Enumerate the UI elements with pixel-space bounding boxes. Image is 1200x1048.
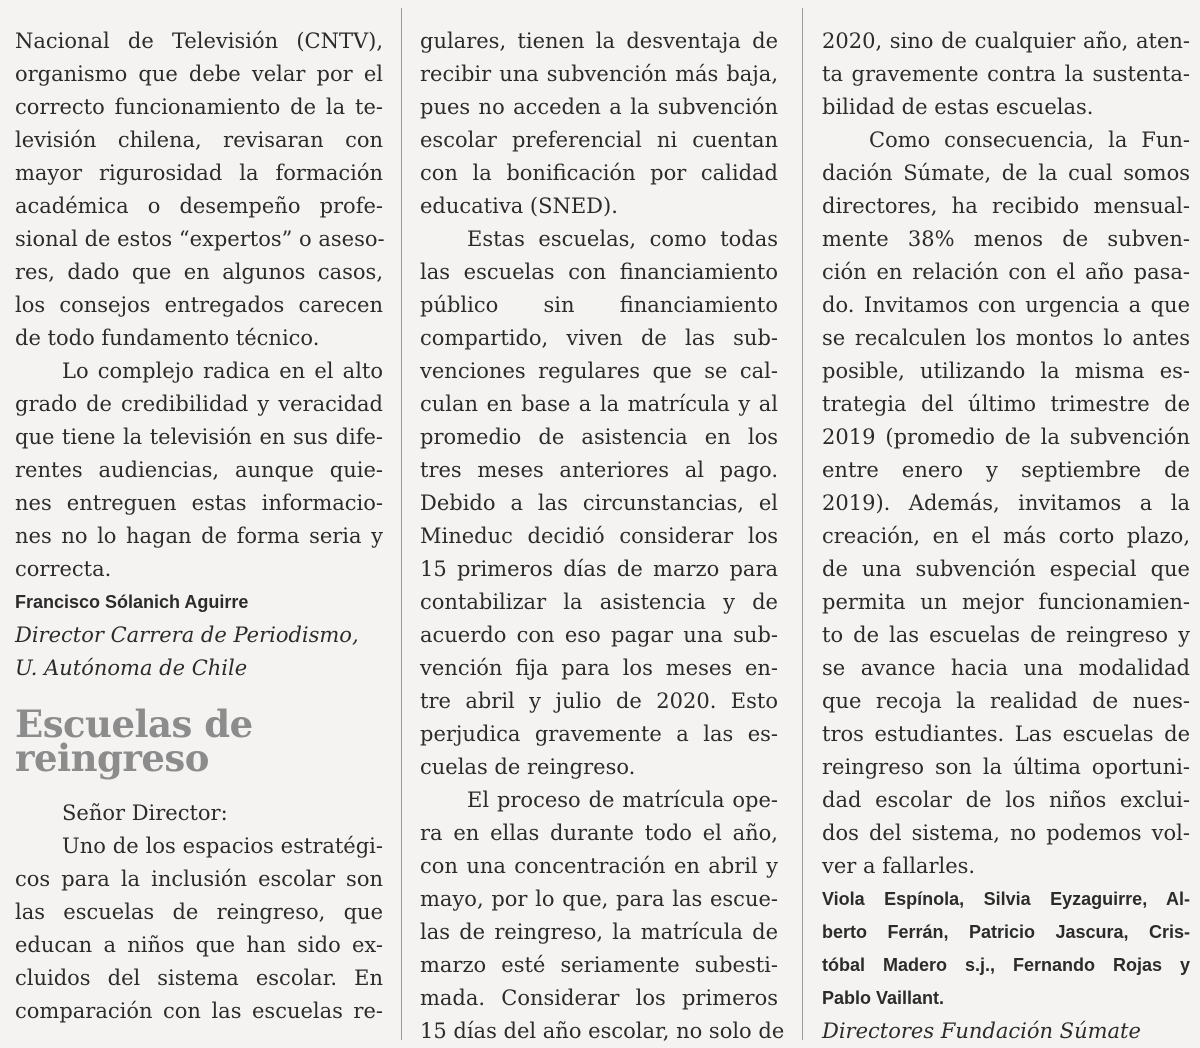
text-line: las escuelas con financiamiento (420, 260, 778, 284)
text-line: Debido a las circunstancias, el (420, 491, 778, 515)
text-line: de una subvención especial que (822, 557, 1190, 581)
text-line: El proceso de matrícula ope- (467, 788, 778, 812)
text-line: cos para la inclusión escolar son (15, 867, 383, 891)
text-line: se recalculen los montos lo antes (822, 326, 1190, 350)
text-line: acuerdo con eso pagar una sub- (420, 623, 778, 647)
text-line: trategia del último trimestre de (822, 392, 1190, 416)
text-line: cuelas de reingreso. (420, 755, 636, 779)
text-line: educan a niños que han sido ex- (15, 933, 383, 957)
text-line: con una concentración en abril y (420, 854, 778, 878)
text-line: venciones regulares que se cal- (420, 359, 778, 383)
text-line: grado de credibilidad y veracidad (15, 392, 383, 416)
text-line: Señor Director: (62, 801, 228, 825)
text-line: mente 38% menos de subven- (822, 227, 1190, 251)
text-line: to de las escuelas de reingreso y (822, 623, 1190, 647)
text-line: do. Invitamos con urgencia a que (822, 293, 1190, 317)
text-line: 2020, sino de cualquier año, aten- (822, 29, 1190, 53)
text-line: perjudica gravemente a las es- (420, 722, 778, 746)
text-line: con la bonificación por calidad (420, 161, 778, 185)
text-line: tros estudiantes. Las escuelas de (822, 722, 1190, 746)
text-line: nes entreguen estas informacio- (15, 491, 383, 515)
text-line: ta gravemente contra la sustenta- (822, 62, 1190, 86)
signature-line: berto Ferrán, Patricio Jascura, Cris- (822, 922, 1190, 942)
text-line: creación, en el más corto plazo, (822, 524, 1190, 548)
text-line: promedio de asistencia en los (420, 425, 778, 449)
text-line: mayo, por lo que, para las escue- (420, 887, 778, 911)
text-line: mada. Considerar los primeros (420, 986, 778, 1010)
signature-line: tóbal Madero s.j., Fernando Rojas y (822, 955, 1190, 975)
text-line: de todo fundamento técnico. (15, 326, 320, 350)
text-line: permita un mejor funcionamien- (822, 590, 1190, 614)
signature-line: Francisco Sólanich Aguirre (15, 592, 249, 612)
text-line: ra en ellas durante todo el año, (420, 821, 778, 845)
text-line: cluidos del sistema escolar. En (15, 966, 383, 990)
section-headline (15, 702, 395, 780)
text-line: nes no lo hagan de forma seria y (15, 524, 383, 548)
text-line: 2019 (promedio de la subvención (822, 425, 1190, 449)
text-line: académica o desempeño profe- (15, 194, 383, 218)
text-line: público sin financiamiento (420, 293, 778, 317)
text-line: 15 días del año escolar, no solo de (420, 1019, 785, 1043)
text-line: ver a fallarles. (822, 854, 976, 878)
text-line: ción en relación con el año pasa- (822, 260, 1190, 284)
text-line: sional de estos “expertos” o aseso- (15, 227, 385, 251)
signature-line: Pablo Vaillant. (822, 988, 945, 1008)
text-line: dad escolar de los niños exclui- (822, 788, 1190, 812)
text-line: los consejos entregados carecen (15, 293, 383, 317)
text-line: entre enero y septiembre de (822, 458, 1190, 482)
text-line: educativa (SNED). (420, 194, 618, 218)
text-line: directores, ha recibido mensual- (822, 194, 1190, 218)
text-line: compartido, viven de las sub- (420, 326, 778, 350)
text-line: culan en base a la matrícula y al (420, 392, 778, 416)
text-line: Uno de los espacios estratégi- (62, 834, 383, 858)
headline-line: reingreso (15, 736, 209, 780)
text-line: contabilizar la asistencia y de (420, 590, 778, 614)
text-line: gulares, tienen la desventaja de (420, 29, 778, 53)
column-divider (802, 8, 803, 1040)
text-line: levisión chilena, revisaran con (15, 128, 383, 152)
text-line: las escuelas de reingreso, que (15, 900, 383, 924)
text-line: vención fija para los meses en- (420, 656, 778, 680)
text-line: pues no acceden a la subvención (420, 95, 778, 119)
text-line: Como consecuencia, la Fun- (869, 128, 1190, 152)
text-line: Mineduc decidió considerar los (420, 524, 778, 548)
text-line: posible, utilizando la misma es- (822, 359, 1190, 383)
text-line: correcto funcionamiento de la te- (15, 95, 383, 119)
text-line: Nacional de Televisión (CNTV), (15, 29, 383, 53)
text-line: que tiene la televisión en sus dife- (15, 425, 383, 449)
text-line: mayor rigurosidad la formación (15, 161, 383, 185)
text-line: Estas escuelas, como todas (467, 227, 778, 251)
headline-line: Escuelas de (15, 702, 253, 746)
text-line: dación Súmate, de la cual somos (822, 161, 1190, 185)
text-line: recibir una subvención más baja, (420, 62, 778, 86)
text-line: 15 primeros días de marzo para (420, 557, 778, 581)
text-line: escolar preferencial ni cuentan (420, 128, 778, 152)
text-line: 2019). Además, invitamos a la (822, 491, 1190, 515)
text-line: correcta. (15, 557, 112, 581)
signature-role: U. Autónoma de Chile (15, 656, 248, 680)
text-line: reingreso son la última oportuni- (822, 755, 1190, 779)
text-line: que recoja la realidad de nues- (822, 689, 1190, 713)
text-line: las de reingreso, la matrícula de (420, 920, 778, 944)
text-line: tre abril y julio de 2020. Esto (420, 689, 778, 713)
text-line: rentes audiencias, aunque quie- (15, 458, 383, 482)
text-line: bilidad de estas escuelas. (822, 95, 1094, 119)
text-line: comparación con las escuelas re- (15, 999, 383, 1023)
text-line: tres meses anteriores al pago. (420, 458, 778, 482)
text-line: res, dado que en algunos casos, (15, 260, 383, 284)
text-line: dos del sistema, no podemos vol- (822, 821, 1190, 845)
text-line: Lo complejo radica en el alto (62, 359, 383, 383)
column-divider (401, 8, 402, 1040)
text-line: marzo esté seriamente subesti- (420, 953, 778, 977)
text-line: organismo que debe velar por el (15, 62, 383, 86)
signature-role: Directores Fundación Súmate (822, 1019, 1141, 1043)
signature-role: Director Carrera de Periodismo, (15, 623, 359, 647)
text-line: se avance hacia una modalidad (822, 656, 1190, 680)
signature-line: Viola Espínola, Silvia Eyzaguirre, Al- (822, 889, 1190, 909)
